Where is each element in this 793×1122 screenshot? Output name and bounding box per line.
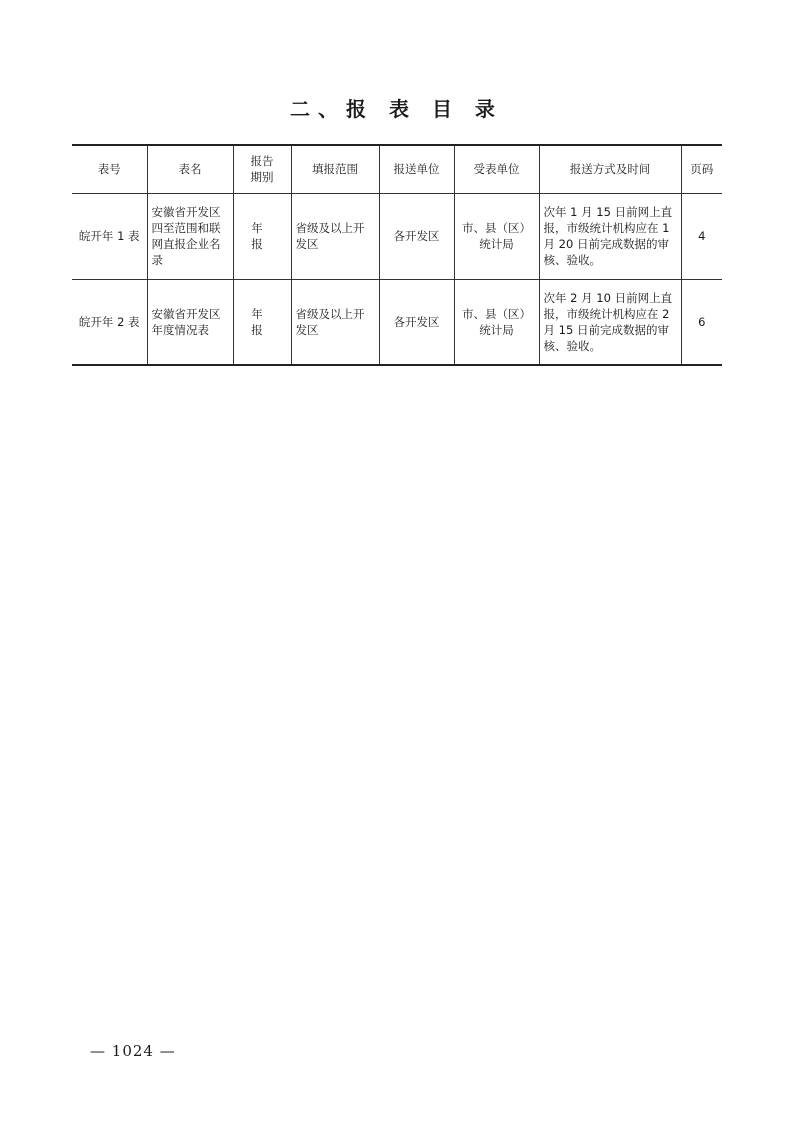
- row-scope: 省级及以上开发区: [291, 193, 379, 279]
- table-row: [72, 193, 722, 279]
- header-period: 报告期别: [233, 145, 291, 193]
- header-page: 页码: [681, 145, 722, 193]
- row-submitter: 各开发区: [379, 279, 454, 365]
- row-method: 次年 1 月 15 日前网上直报，市级统计机构应在 1 月 20 日前完成数据的审核、验收。: [539, 193, 681, 279]
- row-period: 年 报: [233, 193, 291, 279]
- row-name: 安徽省开发区年度情况表: [147, 279, 233, 365]
- footer-dash-right: —: [159, 1042, 176, 1060]
- row-receiver: 市、县（区）统计局: [454, 279, 539, 365]
- header-code: 表号: [72, 145, 147, 193]
- table-row: [72, 279, 722, 365]
- row-scope: 省级及以上开发区: [291, 279, 379, 365]
- row-name: 安徽省开发区四至范围和联网直报企业名录: [147, 193, 233, 279]
- header-receiver: 受表单位: [454, 145, 539, 193]
- table-header-row: [72, 145, 722, 193]
- row-receiver: 市、县（区）统计局: [454, 193, 539, 279]
- footer-page-number: [90, 1042, 176, 1060]
- row-method: 次年 2 月 10 日前网上直报，市级统计机构应在 2 月 15 日前完成数据的审核、验收。: [539, 279, 681, 365]
- header-name: 表名: [147, 145, 233, 193]
- page-number: 1024: [111, 1042, 154, 1060]
- report-catalog-table: [72, 144, 722, 366]
- header-method: 报送方式及时间: [539, 145, 681, 193]
- row-page: 4: [681, 193, 722, 279]
- row-code: 皖开年 2 表: [72, 279, 147, 365]
- row-submitter: 各开发区: [379, 193, 454, 279]
- page-title: 二、报 表 目 录: [290, 97, 503, 121]
- footer-dash-left: —: [90, 1042, 106, 1060]
- row-period: 年 报: [233, 279, 291, 365]
- row-code: 皖开年 1 表: [72, 193, 147, 279]
- row-page: 6: [681, 279, 722, 365]
- header-submitter: 报送单位: [379, 145, 454, 193]
- header-scope: 填报范围: [291, 145, 379, 193]
